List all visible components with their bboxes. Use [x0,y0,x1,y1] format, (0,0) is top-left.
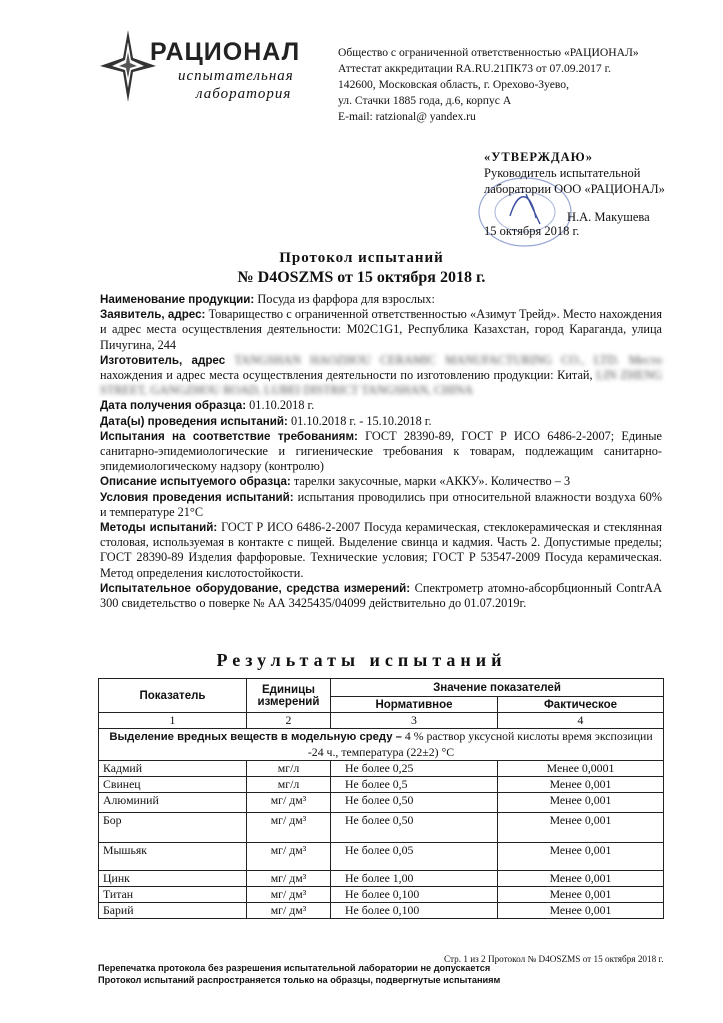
approver-name: Н.А. Макушева [567,210,650,224]
footer-note-2: Протокол испытаний распространяется только на образцы, подвергнутые испытаниям [98,975,501,985]
row-normative: Не более 0,25 [331,761,498,777]
org-line: ул. Стачки 1885 года, д.6, корпус А [338,94,512,107]
approval-title: «УТВЕРЖДАЮ» [484,150,593,164]
page-info: Стр. 1 из 2 Протокол № D4OSZMS от 15 октября 2018 г. [444,954,664,964]
manufacturer-field: Изготовитель, адрес TANGSHAN HAOZHOU CERAMIC MANUFACTURING CO., LTD. Место нахождения и адрес места осуществления деятельности по изготовлению продукции: Китай, LIN ZHENG STREET, GANGZHOU ROAD, LUBEI DISTRICT TANGSHAN, CHINA [100,352,662,398]
applicant-field: Заявитель, адрес: Товарищество с ограниченной ответственностью «Азимут Трейд». Место нахождения и адрес места осуществления деятельности: М02С1G1, Республика Казахстан, город Караганда, улица Пичугина, 244 [100,307,662,352]
table-row [99,871,664,887]
logo-subtitle-1: испытательная [178,68,294,84]
row-indicator: Мышьяк [99,843,247,871]
row-actual: Менее 0,001 [498,871,664,887]
approval-date: 15 октября 2018 г. [484,224,580,238]
table-row [99,843,664,871]
results-title: Результаты испытаний [216,650,507,670]
approval-block [484,149,665,239]
table-row [99,761,664,777]
row-unit: мг/ дм³ [247,871,331,887]
protocol-body [100,292,662,611]
col-number: 4 [498,713,664,729]
received-date-field: Дата получения образца: 01.10.2018 г. [100,398,315,413]
org-line: 142600, Московская область, г. Орехово-Зуево, [338,78,569,91]
approval-line-2: лаборатории ООО «РАЦИОНАЛ» [484,182,665,196]
row-unit: мг/ дм³ [247,793,331,813]
sample-field: Описание испытуемого образца: тарелки закусочные, марки «АККУ». Количество – 3 [100,474,571,489]
row-normative: Не более 0,50 [331,813,498,843]
row-normative: Не более 0,05 [331,843,498,871]
footer-notes [98,952,500,986]
row-actual: Менее 0,001 [498,813,664,843]
org-line: E-mail: ratzional@ yandex.ru [338,110,476,123]
header-normative: Нормативное [331,697,498,713]
row-indicator: Цинк [99,871,247,887]
row-normative: Не более 0,50 [331,793,498,813]
row-normative: Не более 0,5 [331,777,498,793]
row-unit: мг/л [247,761,331,777]
row-indicator: Кадмий [99,761,247,777]
header-actual: Фактическое [498,697,664,713]
table-row [99,887,664,903]
logo-name: РАЦИОНАЛ [150,38,301,66]
table-row [99,793,664,813]
col-number: 2 [247,713,331,729]
approval-line-1: Руководитель испытательной [484,166,641,180]
row-indicator: Алюминий [99,793,247,813]
row-normative: Не более 0,100 [331,903,498,919]
table-row [99,903,664,919]
row-unit: мг/ дм³ [247,813,331,843]
row-normative: Не более 1,00 [331,871,498,887]
row-unit: мг/л [247,777,331,793]
protocol-title: Протокол испытаний [279,250,444,266]
row-indicator: Барий [99,903,247,919]
results-table [98,678,664,919]
test-dates-field: Дата(ы) проведения испытаний: 01.10.2018 г. - 15.10.2018 г. [100,413,432,428]
equipment-field: Испытательное оборудование, средства измерений: Спектрометр атомно-абсорбционный ContrAA 300 свидетельство о поверке № АА 3425435/04099 действительно до 01.07.2019г. [100,580,662,611]
row-unit: мг/ дм³ [247,887,331,903]
logo-star-icon [98,30,158,102]
row-indicator: Свинец [99,777,247,793]
col-number: 1 [99,713,247,729]
col-number: 3 [331,713,498,729]
protocol-number: № D4OSZMS от 15 октября 2018 г. [237,269,486,286]
header-values: Значение показателей [331,679,664,697]
table-row [99,777,664,793]
row-actual: Менее 0,001 [498,887,664,903]
row-indicator: Титан [99,887,247,903]
organization-details [338,45,639,125]
table-row [99,813,664,843]
org-line: Аттестат аккредитации RA.RU.21ПК73 от 07.09.2017 г. [338,62,611,75]
row-indicator: Бор [99,813,247,843]
row-normative: Не более 0,100 [331,887,498,903]
product-field: Наименование продукции: Посуда из фарфора для взрослых: [100,292,435,306]
row-actual: Менее 0,001 [498,777,664,793]
row-unit: мг/ дм³ [247,843,331,871]
row-unit: мг/ дм³ [247,903,331,919]
row-actual: Менее 0,0001 [498,761,664,777]
footer-note-1: Перепечатка протокола без разрешения испытательной лаборатории не допускается [98,963,491,973]
methods-field: Методы испытаний: ГОСТ Р ИСО 6486-2-2007 Посуда керамическая, стеклокерамическая и стеклянная столовая, используемая в контакте с пищей. Выделение свинца и кадмия. Часть 2. Допустимые пределы; ГОСТ 28390-89 Изделия фарфоровые. Технические условия; ГОСТ Р 53547-2009 Посуда керамическая. Метод определения кислотостойкости. [100,520,663,580]
header-units: Единицы измерений [247,679,331,713]
header-indicator: Показатель [99,679,247,713]
section-row: Выделение вредных веществ в модельную среду – 4 % раствор уксусной кислоты время экспозиции -24 ч., температура (22±2) °С [99,729,664,761]
conditions-field: Условия проведения испытаний: испытания проводились при относительной влажности воздуха 60% и температуре 21°С [100,489,663,519]
org-line: Общество с ограниченной ответственностью «РАЦИОНАЛ» [338,46,639,59]
logo-subtitle-2: лаборатория [196,86,292,102]
row-actual: Менее 0,001 [498,903,664,919]
row-actual: Менее 0,001 [498,793,664,813]
row-actual: Менее 0,001 [498,843,664,871]
requirements-field: Испытания на соответствие требованиям: ГОСТ 28390-89, ГОСТ Р ИСО 6486-2-2007; Единые санитарно-эпидемиологические и гигиенические требования к товарам, подлежащим санитарно-эпидемиологическому надзору (контролю) [100,428,663,474]
